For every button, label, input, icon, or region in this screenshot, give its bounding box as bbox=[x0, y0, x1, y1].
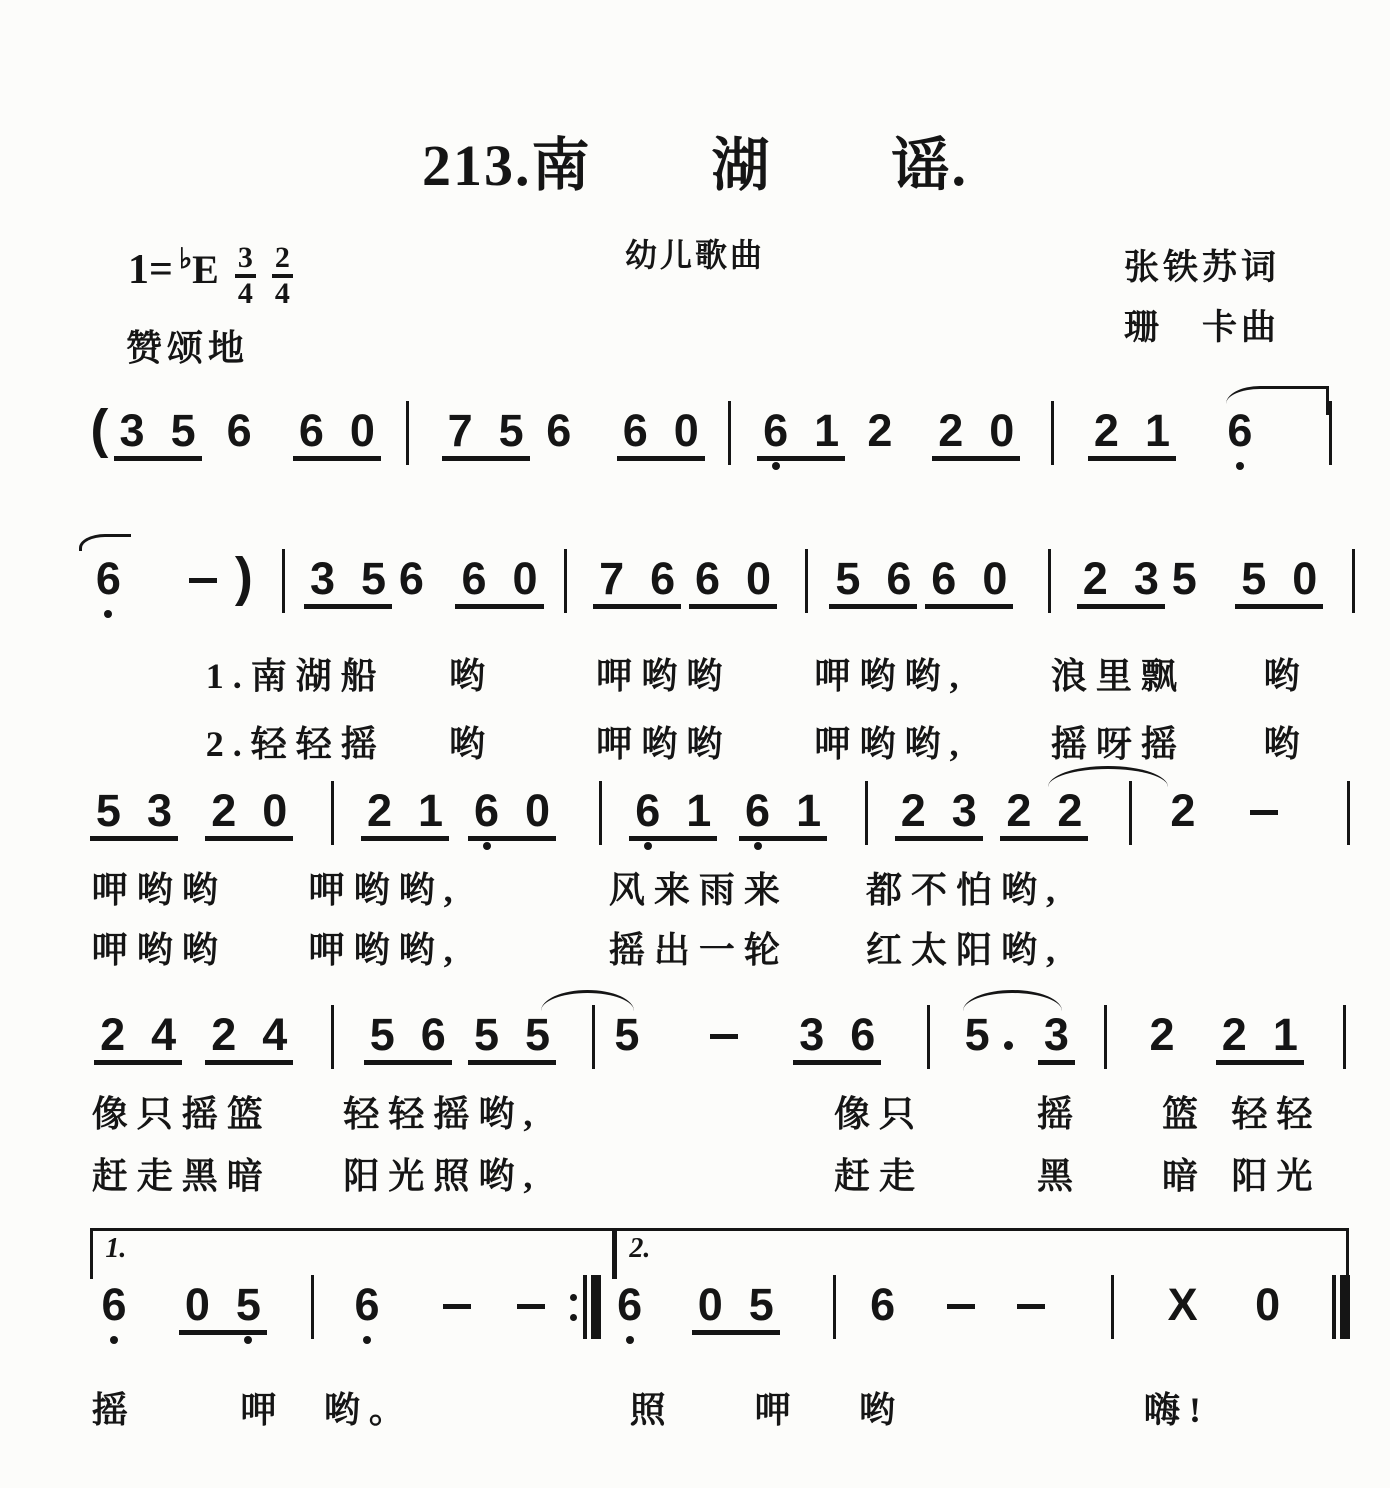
note-beat bbox=[1235, 553, 1323, 609]
note: 2 bbox=[211, 785, 237, 836]
note: 0 bbox=[1292, 553, 1318, 604]
note: 3 bbox=[146, 785, 172, 836]
note: 5 bbox=[473, 1009, 500, 1060]
note: 5 bbox=[835, 553, 861, 604]
note: 0 bbox=[184, 1279, 210, 1330]
repeat-dot bbox=[570, 1314, 577, 1321]
repeat-dots bbox=[570, 1294, 577, 1321]
music-line bbox=[0, 1233, 1390, 1352]
lyric-row bbox=[0, 1086, 1390, 1142]
lyric-row bbox=[0, 716, 1390, 772]
note-beat bbox=[739, 785, 827, 841]
barline bbox=[927, 1005, 930, 1069]
note: 2 bbox=[938, 405, 964, 456]
lyric-cell: 照 bbox=[629, 1390, 675, 1430]
song-title: 213.南 湖 谣. bbox=[421, 133, 968, 198]
barline bbox=[865, 781, 868, 845]
note: 6 bbox=[763, 405, 789, 456]
note: 6 bbox=[850, 1009, 876, 1060]
note: 2 bbox=[1082, 553, 1108, 604]
lyric-cell: 2.轻轻摇 bbox=[205, 724, 386, 764]
lyric-cell: 哟。 bbox=[323, 1390, 414, 1430]
note-beat bbox=[617, 405, 705, 461]
note-beat bbox=[94, 1009, 182, 1065]
barline bbox=[1343, 1005, 1346, 1069]
barline bbox=[592, 1005, 595, 1069]
note-beat bbox=[1167, 1279, 1198, 1330]
note: 2 bbox=[900, 785, 926, 836]
lyric-cell: 赶走 bbox=[834, 1156, 925, 1196]
note: 6 bbox=[650, 553, 676, 604]
lyric-cell: 轻轻摇哟, bbox=[343, 1094, 542, 1134]
note: 6 bbox=[473, 785, 500, 836]
note: 2 bbox=[1093, 405, 1119, 456]
note: 7 bbox=[599, 553, 625, 604]
note: 6 bbox=[695, 553, 721, 604]
lyric-cell: 摇 bbox=[1036, 1094, 1082, 1134]
parenthesis: ) bbox=[234, 547, 253, 607]
note: 5 bbox=[498, 405, 524, 456]
lyric-cell: 1.南湖船 bbox=[205, 656, 386, 696]
lyric-cell: 暗 bbox=[1162, 1156, 1208, 1196]
dash-note bbox=[710, 1034, 738, 1039]
note-beat bbox=[1077, 553, 1165, 609]
note-beat bbox=[90, 785, 178, 841]
repeat-dot bbox=[570, 1294, 577, 1301]
lyric-cell: 像只 bbox=[834, 1094, 925, 1134]
lyric-cell: 哟 bbox=[859, 1390, 905, 1430]
lyric-row bbox=[0, 1382, 1390, 1438]
note: 0 bbox=[512, 553, 538, 604]
note: 2 bbox=[1149, 1009, 1175, 1060]
barline bbox=[564, 549, 567, 613]
note: 6 bbox=[226, 405, 252, 456]
lyric-cell: 都不怕哟, bbox=[865, 870, 1064, 910]
note: 6 bbox=[1227, 405, 1253, 456]
note-beat bbox=[546, 405, 572, 456]
volta-bracket bbox=[614, 1228, 1348, 1279]
note: 6 bbox=[461, 553, 487, 604]
meter-2-numerator: 2 bbox=[272, 242, 293, 278]
note: 0 bbox=[673, 405, 699, 456]
note: 0 bbox=[262, 785, 288, 836]
note-beat bbox=[757, 405, 845, 461]
note: 0 bbox=[525, 785, 551, 836]
lyric-cell: 呷哟哟, bbox=[814, 656, 968, 696]
note-beat bbox=[442, 405, 530, 461]
note-beat bbox=[689, 553, 777, 609]
note: 6 bbox=[101, 1279, 127, 1330]
barline bbox=[282, 549, 285, 613]
key-letter: E bbox=[192, 247, 219, 292]
note: 0 bbox=[1255, 1279, 1281, 1330]
thin-barline bbox=[583, 1275, 587, 1339]
note: 0 bbox=[349, 405, 375, 456]
note: 6 bbox=[622, 405, 648, 456]
note: 3 bbox=[799, 1009, 825, 1060]
barline bbox=[1352, 549, 1355, 613]
final-barline bbox=[1332, 1275, 1350, 1339]
note: 6 bbox=[886, 553, 912, 604]
note: X bbox=[1167, 1279, 1198, 1330]
note: 6 bbox=[745, 785, 771, 836]
lyric-cell: 呷哟哟 bbox=[91, 870, 227, 910]
note-beat bbox=[468, 1009, 556, 1065]
composer-credit: 珊 卡曲 bbox=[1124, 308, 1281, 347]
note: 5 bbox=[964, 1009, 990, 1060]
note: 1 bbox=[796, 785, 822, 836]
lyric-cell: 浪里飘 bbox=[1050, 656, 1186, 696]
note-beat bbox=[593, 553, 681, 609]
lyric-cell: 摇 bbox=[91, 1390, 137, 1430]
note-beat bbox=[1255, 1279, 1281, 1330]
dash-note bbox=[947, 1304, 975, 1309]
dash-note bbox=[1250, 810, 1278, 815]
note-beat bbox=[793, 1009, 881, 1065]
note-beat bbox=[614, 1009, 640, 1060]
barline bbox=[1111, 1275, 1114, 1339]
lyric-cell: 呷哟哟 bbox=[596, 656, 732, 696]
tie-arc bbox=[1226, 386, 1329, 415]
note: 6 bbox=[398, 553, 424, 604]
lyric-cell: 哟 bbox=[1263, 724, 1309, 764]
song-subtitle: 幼儿歌曲 bbox=[624, 237, 765, 273]
note: 2 bbox=[1006, 785, 1032, 836]
note-beat bbox=[364, 1009, 452, 1065]
note: 7 bbox=[447, 405, 473, 456]
lyric-cell: 红太阳哟, bbox=[865, 930, 1064, 970]
repeat-end-barline bbox=[570, 1275, 601, 1339]
expression-marking: 赞颂地 bbox=[126, 328, 250, 368]
music-line bbox=[0, 399, 1390, 478]
note-beat bbox=[205, 785, 293, 841]
note: 5 bbox=[95, 785, 121, 836]
note: 2 bbox=[1221, 1009, 1247, 1060]
barline bbox=[1347, 781, 1350, 845]
music-line bbox=[0, 1009, 1390, 1082]
note-beat bbox=[1088, 405, 1176, 461]
note: 2 bbox=[1057, 785, 1083, 836]
note: 1 bbox=[814, 405, 840, 456]
note-beat bbox=[361, 785, 449, 841]
tie-arc bbox=[963, 990, 1062, 1011]
lyric-cell: 呷哟哟, bbox=[308, 870, 462, 910]
lyric-cell: 哟 bbox=[448, 656, 494, 696]
note-beat bbox=[870, 1279, 896, 1330]
note-beat bbox=[1170, 785, 1196, 836]
lyric-cell: 呷哟哟, bbox=[308, 930, 462, 970]
note: 6 bbox=[354, 1279, 380, 1330]
lyric-row bbox=[0, 922, 1390, 978]
lyric-cell: 哟 bbox=[1263, 656, 1309, 696]
lyric-row bbox=[0, 648, 1390, 704]
note: 3 bbox=[309, 553, 335, 604]
note: 3 bbox=[1133, 553, 1159, 604]
note-beat bbox=[468, 785, 556, 841]
note-beat bbox=[617, 1279, 643, 1330]
note-beat bbox=[1149, 1009, 1175, 1060]
volta-label: 1. bbox=[105, 1233, 127, 1264]
note: 2 bbox=[867, 405, 893, 456]
lyric-cell: 摇呀摇 bbox=[1050, 724, 1186, 764]
lyric-cell: 摇出一轮 bbox=[608, 930, 789, 970]
note: 1 bbox=[1272, 1009, 1298, 1060]
note: 2 bbox=[366, 785, 392, 836]
note-beat bbox=[1216, 1009, 1304, 1065]
note-beat bbox=[867, 405, 893, 456]
barline bbox=[406, 401, 409, 465]
note: 0 bbox=[746, 553, 772, 604]
lyric-cell: 呷 bbox=[240, 1390, 286, 1430]
barline bbox=[1048, 549, 1051, 613]
lyric-cell: 赶走黑暗 bbox=[91, 1156, 272, 1196]
note-beat bbox=[293, 405, 381, 461]
note: 1 bbox=[686, 785, 712, 836]
meter-1-denominator: 4 bbox=[237, 276, 253, 310]
note: 5 bbox=[235, 1279, 261, 1330]
note-beat bbox=[95, 553, 121, 604]
note: 3 bbox=[119, 405, 145, 456]
barline bbox=[311, 1275, 314, 1339]
tie-arc bbox=[79, 534, 131, 551]
note: 5 bbox=[525, 1009, 551, 1060]
lyric-cell: 呷哟哟 bbox=[91, 930, 227, 970]
dash-note bbox=[443, 1304, 471, 1309]
lyric-cell: 像只摇篮 bbox=[91, 1094, 272, 1134]
barline bbox=[1329, 401, 1332, 465]
note: 6 bbox=[617, 1279, 643, 1330]
note-beat bbox=[629, 785, 717, 841]
lyric-cell: 黑 bbox=[1036, 1156, 1082, 1196]
note: 6 bbox=[420, 1009, 446, 1060]
meter-1-numerator: 3 bbox=[235, 242, 256, 278]
note-beat bbox=[829, 553, 917, 609]
note-beat bbox=[354, 1279, 380, 1330]
note-beat bbox=[1171, 553, 1197, 604]
note-beat bbox=[304, 553, 392, 609]
augmentation-dot bbox=[1004, 1041, 1013, 1050]
note: 2 bbox=[1170, 785, 1196, 836]
flat-accidental-icon: ♭ bbox=[178, 244, 193, 275]
barline bbox=[805, 549, 808, 613]
thick-barline bbox=[591, 1275, 601, 1339]
note-beat bbox=[1038, 1009, 1075, 1065]
note-beat bbox=[179, 1279, 267, 1335]
barline bbox=[331, 1005, 334, 1069]
note-beat bbox=[101, 1279, 127, 1330]
note: 4 bbox=[262, 1009, 288, 1060]
music-line bbox=[0, 547, 1390, 626]
note: 6 bbox=[546, 405, 572, 456]
key-prefix: 1= bbox=[128, 247, 173, 293]
note: 6 bbox=[931, 553, 957, 604]
lyric-cell: 阳光照哟, bbox=[343, 1156, 542, 1196]
barline bbox=[1104, 1005, 1107, 1069]
barline bbox=[728, 401, 731, 465]
note: 2 bbox=[100, 1009, 126, 1060]
note: 5 bbox=[1171, 553, 1197, 604]
lyric-cell: 呷哟哟 bbox=[596, 724, 732, 764]
barline bbox=[833, 1275, 836, 1339]
note-beat bbox=[226, 405, 252, 456]
lyric-cell: 呷哟哟, bbox=[814, 724, 968, 764]
music-line bbox=[0, 785, 1390, 858]
barline bbox=[1051, 401, 1054, 465]
note: 5 bbox=[748, 1279, 774, 1330]
lyric-row bbox=[0, 1148, 1390, 1204]
lyricist-credit: 张铁苏词 bbox=[1124, 248, 1281, 287]
note: 5 bbox=[369, 1009, 395, 1060]
volta-label: 2. bbox=[629, 1233, 651, 1264]
parenthesis: ( bbox=[90, 399, 109, 459]
barline bbox=[599, 781, 602, 845]
note: 5 bbox=[614, 1009, 640, 1060]
lyric-row bbox=[0, 862, 1390, 918]
volta-bracket bbox=[90, 1228, 614, 1279]
barline bbox=[331, 781, 334, 845]
note: 4 bbox=[151, 1009, 177, 1060]
lyric-cell: 阳光 bbox=[1231, 1156, 1322, 1196]
note: 5 bbox=[170, 405, 196, 456]
note-beat bbox=[925, 553, 1013, 609]
note: 3 bbox=[951, 785, 977, 836]
lyric-cell: 呷 bbox=[754, 1390, 800, 1430]
lyric-cell: 篮 bbox=[1162, 1094, 1208, 1134]
note: 0 bbox=[697, 1279, 723, 1330]
note: 0 bbox=[989, 405, 1015, 456]
lyric-cell: 嗨! bbox=[1143, 1390, 1210, 1430]
lyric-cell: 哟 bbox=[448, 724, 494, 764]
note: 2 bbox=[211, 1009, 237, 1060]
dash-note bbox=[189, 578, 217, 583]
note: 5 bbox=[361, 553, 387, 604]
thick-barline bbox=[1340, 1275, 1350, 1339]
note-beat bbox=[964, 1009, 1013, 1060]
tie-arc bbox=[541, 990, 634, 1011]
note: 5 bbox=[1241, 553, 1267, 604]
lyric-cell: 风来雨来 bbox=[608, 870, 789, 910]
barline bbox=[1129, 781, 1132, 845]
note: 1 bbox=[1144, 405, 1170, 456]
note: 1 bbox=[417, 785, 444, 836]
note: 6 bbox=[95, 553, 121, 604]
note-beat bbox=[932, 405, 1020, 461]
dash-note bbox=[1017, 1304, 1045, 1309]
note: 6 bbox=[635, 785, 661, 836]
lyric-cell: 轻轻 bbox=[1231, 1094, 1322, 1134]
note-beat bbox=[398, 553, 424, 604]
note-beat bbox=[455, 553, 543, 609]
note-beat bbox=[114, 405, 202, 461]
note: 6 bbox=[870, 1279, 896, 1330]
note: 0 bbox=[982, 553, 1008, 604]
dash-note bbox=[517, 1304, 545, 1309]
meter-2-denominator: 4 bbox=[274, 276, 290, 310]
thin-barline bbox=[1332, 1275, 1336, 1339]
note: 3 bbox=[1043, 1009, 1069, 1060]
note-beat bbox=[692, 1279, 780, 1335]
note-beat bbox=[1000, 785, 1088, 841]
note: 6 bbox=[298, 405, 324, 456]
note-beat bbox=[205, 1009, 293, 1065]
note-beat bbox=[895, 785, 983, 841]
